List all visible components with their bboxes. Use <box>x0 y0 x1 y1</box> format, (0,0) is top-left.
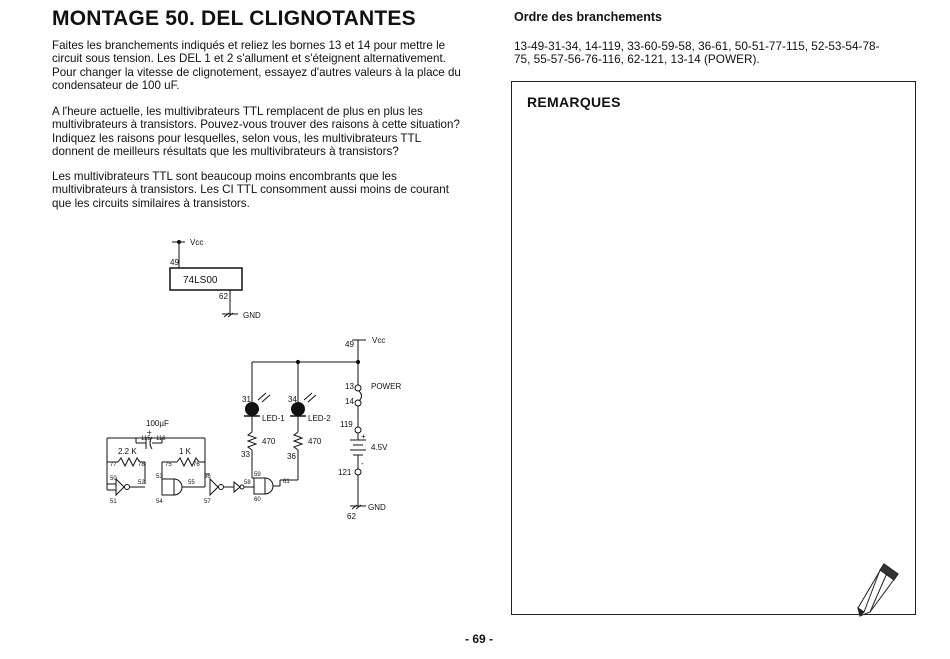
pin-57: 57 <box>204 499 211 505</box>
pin-56: 56 <box>204 474 211 480</box>
paragraph-answer: Les multivibrateurs TTL sont beaucoup moins encombrants que les multivibrateurs à transistors. Les CI TTL consomment aussi moins de courant que les circuits similaires à transistors. <box>52 170 449 210</box>
resistor-470-b: 470 <box>308 437 322 446</box>
pin-78: 78 <box>138 462 145 468</box>
paragraph-question: A l'heure actuelle, les multivibrateurs TTL remplacent de plus en plus les multivibrateurs à transistors. Pouvez-vous trouver des raisons à cette situation? Indiquez les raisons pour lesquelles, selon vous, les multivibrateurs TTL donnent de meilleurs résultats que les multivibrateurs à transistors? <box>52 105 460 159</box>
rail-vcc-label: Vcc <box>372 336 386 345</box>
power-label: POWER <box>371 382 402 391</box>
pin-60: 60 <box>254 497 261 503</box>
pin-54: 54 <box>156 499 163 505</box>
battery-plus: + <box>361 432 366 441</box>
pin-58: 58 <box>244 480 251 486</box>
led2-label: LED-2 <box>308 414 331 423</box>
pin-52: 52 <box>138 480 145 486</box>
remarques-heading: REMARQUES <box>527 94 621 110</box>
pin-55: 55 <box>188 480 195 486</box>
ordre-heading: Ordre des branchements <box>514 10 662 24</box>
cap-plus: + <box>147 428 152 437</box>
pin-34: 34 <box>288 395 297 404</box>
rail-pin-62: 62 <box>347 512 356 521</box>
battery-label: 4.5V <box>371 443 388 452</box>
pin-13: 13 <box>345 382 354 391</box>
battery-minus: - <box>361 459 364 468</box>
resistor-1k-label: 1 K <box>179 447 192 456</box>
page-number: - 69 - <box>465 632 494 646</box>
rail-pin-49: 49 <box>345 340 354 349</box>
pin-121: 121 <box>338 468 352 477</box>
led1-label: LED-1 <box>262 414 285 423</box>
pin-53: 53 <box>156 474 163 480</box>
pin-59: 59 <box>254 472 261 478</box>
ordre-text: 13-49-31-34, 14-119, 33-60-59-58, 36-61, 50-51-77-115, 52-53-54-78-75, 55-57-56-76-116, 62-121, 13-14 (POWER). <box>514 39 880 67</box>
paragraph-instructions: Faites les branchements indiqués et reliez les bornes 13 et 14 pour mettre le circuit sous tension. Les DEL 1 et 2 s'allument et s'éteignent alternativement. Pour changer la vitesse de clignotement, essayez d'autres valeurs à la place du condensateur de 100 uF. <box>52 39 461 93</box>
pin-119: 119 <box>340 420 353 429</box>
pin-51: 51 <box>110 499 117 505</box>
pin-36: 36 <box>287 452 296 461</box>
ic-label: 74LS00 <box>183 275 218 286</box>
ic-vcc-label: Vcc <box>190 238 204 247</box>
pin-115: 115 <box>141 436 151 442</box>
cap-label: 100µF <box>146 419 169 428</box>
pin-116: 116 <box>156 436 166 442</box>
pin-33: 33 <box>241 450 250 459</box>
pin-75: 75 <box>165 462 172 468</box>
pin-77: 77 <box>110 462 117 468</box>
resistor-2k2-label: 2.2 K <box>118 447 137 456</box>
pin-31: 31 <box>242 395 251 404</box>
page-title: MONTAGE 50. DEL CLIGNOTANTES <box>52 7 416 30</box>
pin-50: 50 <box>110 476 117 482</box>
ic-pin-49: 49 <box>170 258 179 267</box>
pin-61: 61 <box>283 479 290 485</box>
pin-14: 14 <box>345 397 354 406</box>
ic-gnd-label: GND <box>243 311 261 320</box>
resistor-470-a: 470 <box>262 437 276 446</box>
rail-gnd-label: GND <box>368 503 386 512</box>
pin-76: 76 <box>193 462 200 468</box>
ic-pin-62: 62 <box>219 292 228 301</box>
